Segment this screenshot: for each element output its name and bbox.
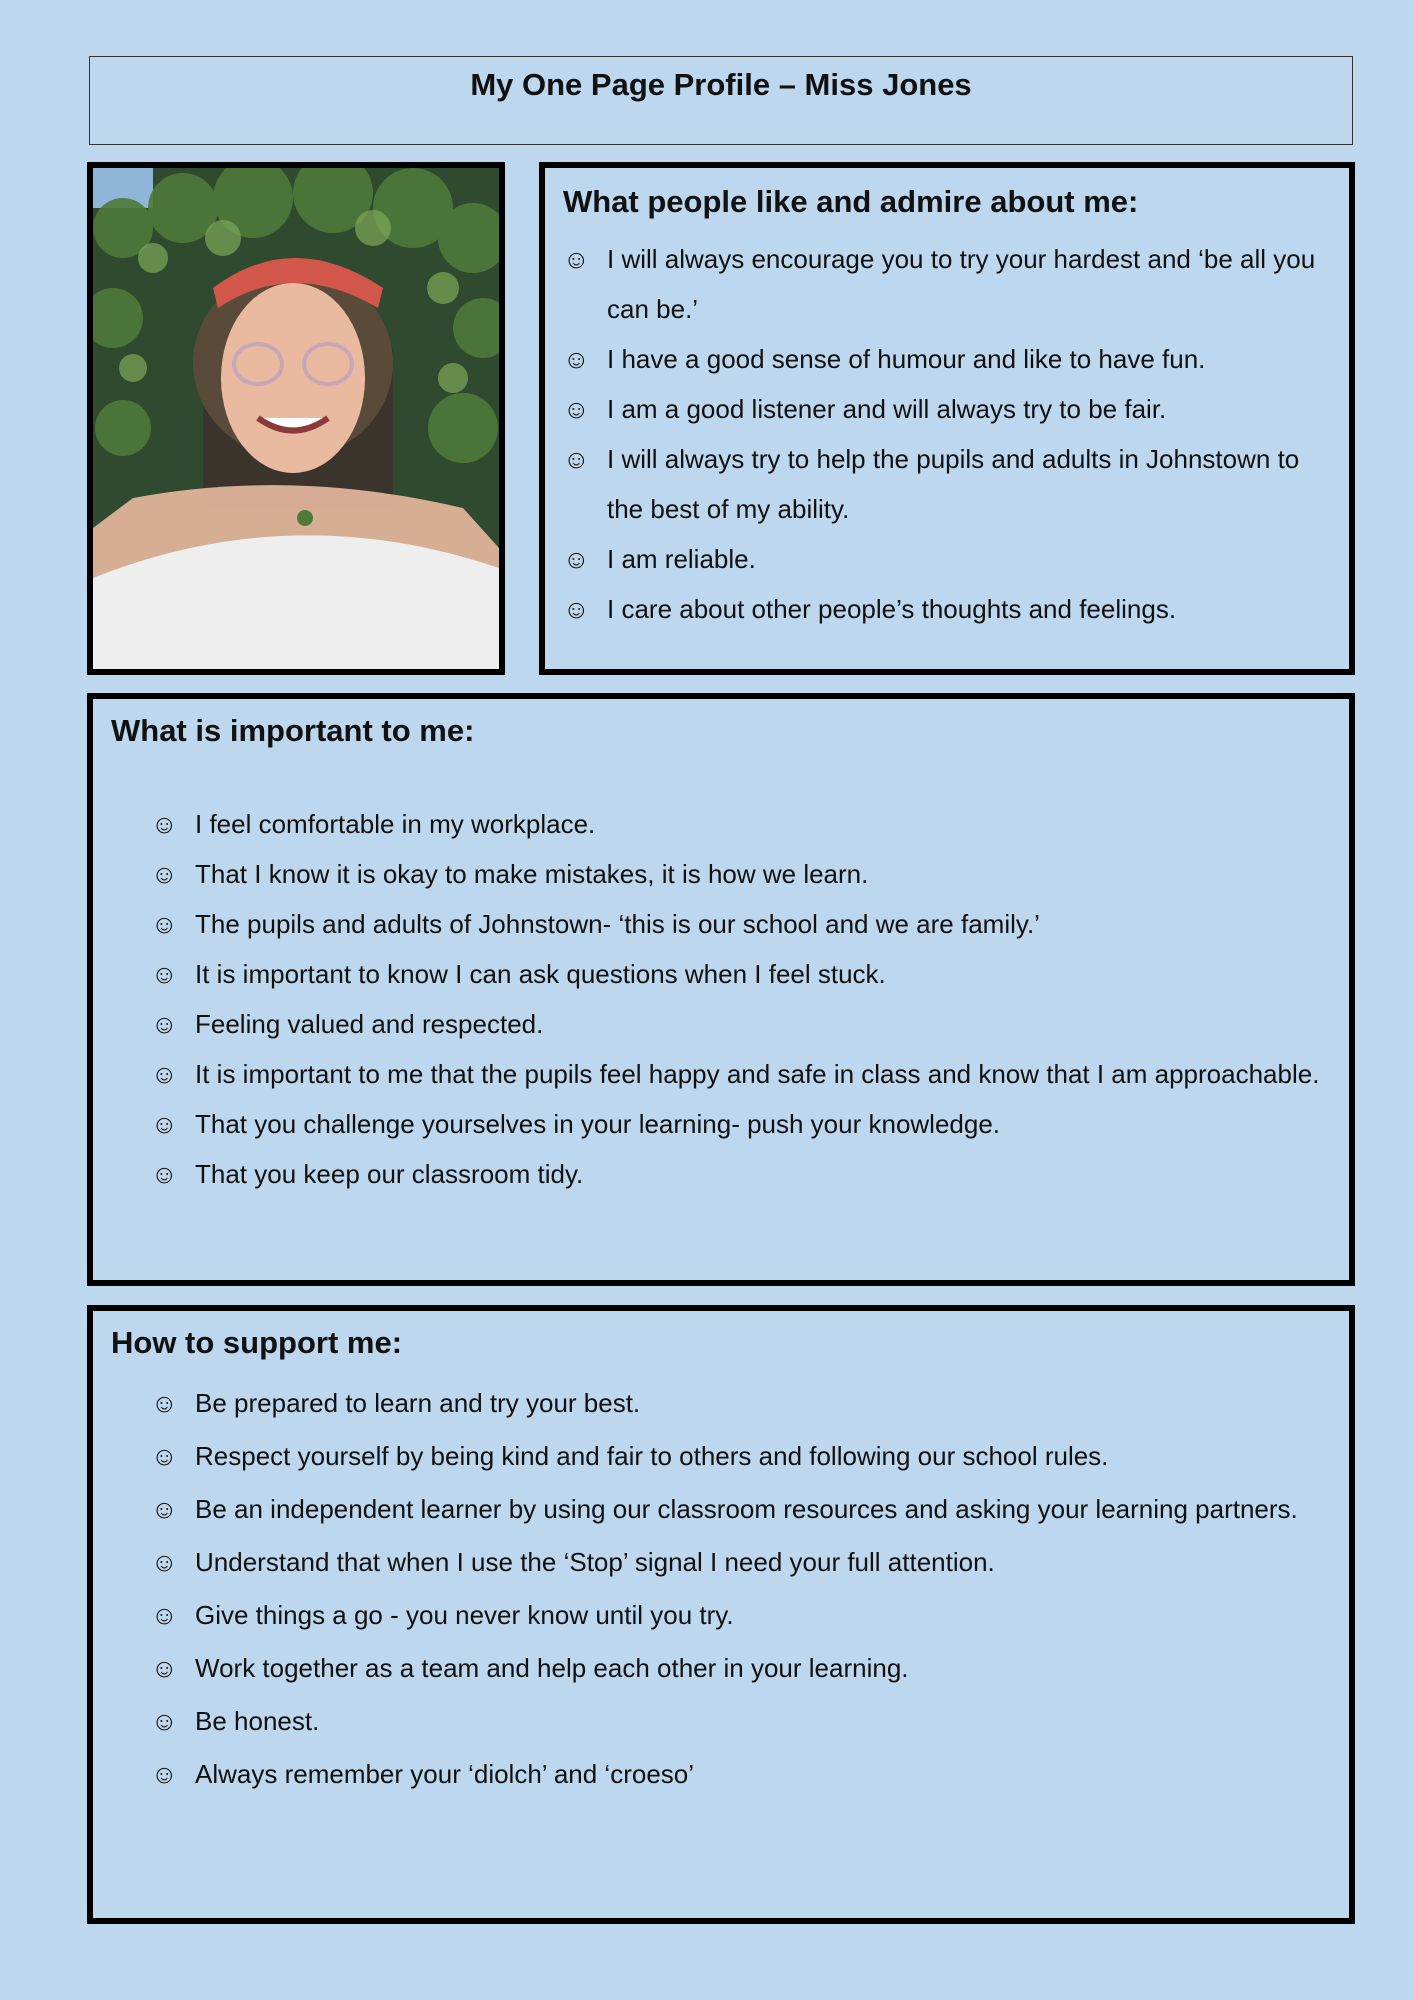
smiley-icon: ☺	[151, 959, 178, 989]
list-item: ☺ Work together as a team and help each other in your learning.	[151, 1642, 1331, 1695]
smiley-icon: ☺	[151, 1653, 178, 1683]
list-item: ☺ Understand that when I use the ‘Stop’ signal I need your full attention.	[151, 1536, 1331, 1589]
list-item: ☺ Be honest.	[151, 1695, 1331, 1748]
list-item: ☺ Be prepared to learn and try your best.	[151, 1377, 1331, 1430]
important-list	[151, 799, 1331, 1199]
list-item: ☺ I will always try to help the pupils and adults in Johnstown to the best of my ability.	[563, 434, 1333, 534]
smiley-icon: ☺	[151, 1441, 178, 1471]
smiley-icon: ☺	[151, 809, 178, 839]
smiley-icon: ☺	[563, 594, 590, 624]
smiley-icon: ☺	[563, 444, 590, 474]
list-item: ☺ I have a good sense of humour and like to have fun.	[563, 334, 1333, 384]
smiley-icon: ☺	[151, 1109, 178, 1139]
list-item: ☺ I am a good listener and will always try to be fair.	[563, 384, 1333, 434]
admire-section	[539, 162, 1355, 675]
smiley-icon: ☺	[563, 344, 590, 374]
smiley-icon: ☺	[151, 1009, 178, 1039]
smiley-icon: ☺	[151, 1759, 178, 1789]
smiley-icon: ☺	[151, 1706, 178, 1736]
list-item: ☺ Be an independent learner by using our classroom resources and asking your learning partners.	[151, 1483, 1331, 1536]
profile-photo	[87, 162, 505, 675]
list-item: ☺ That you keep our classroom tidy.	[151, 1149, 1331, 1199]
smiley-icon: ☺	[151, 1547, 178, 1577]
list-item: ☺ I will always encourage you to try your hardest and ‘be all you can be.’	[563, 234, 1333, 334]
page-title: My One Page Profile – Miss Jones	[470, 67, 972, 102]
list-item: ☺ That I know it is okay to make mistakes, it is how we learn.	[151, 849, 1331, 899]
smiley-icon: ☺	[151, 1388, 178, 1418]
list-item: ☺ I feel comfortable in my workplace.	[151, 799, 1331, 849]
smiley-icon: ☺	[151, 1600, 178, 1630]
list-item: ☺ That you challenge yourselves in your learning- push your knowledge.	[151, 1099, 1331, 1149]
smiley-icon: ☺	[563, 244, 590, 274]
profile-photo-image	[93, 168, 499, 669]
list-item: ☺ I care about other people’s thoughts and feelings.	[563, 584, 1333, 634]
important-section	[87, 693, 1355, 1286]
support-list	[151, 1377, 1331, 1801]
list-item: ☺ Respect yourself by being kind and fair to others and following our school rules.	[151, 1430, 1331, 1483]
list-item: ☺ Always remember your ‘diolch’ and ‘croeso’	[151, 1748, 1331, 1801]
list-item: ☺ I am reliable.	[563, 534, 1333, 584]
smiley-icon: ☺	[563, 544, 590, 574]
list-item: ☺ It is important to know I can ask questions when I feel stuck.	[151, 949, 1331, 999]
list-item: ☺ Feeling valued and respected.	[151, 999, 1331, 1049]
smiley-icon: ☺	[151, 1159, 178, 1189]
smiley-icon: ☺	[151, 1059, 178, 1089]
title-box	[89, 56, 1353, 145]
support-heading: How to support me:	[111, 1325, 403, 1360]
smiley-icon: ☺	[151, 859, 178, 889]
important-heading: What is important to me:	[111, 713, 475, 748]
admire-list	[563, 234, 1333, 634]
smiley-icon: ☺	[151, 1494, 178, 1524]
list-item: ☺ The pupils and adults of Johnstown- ‘this is our school and we are family.’	[151, 899, 1331, 949]
list-item: ☺ Give things a go - you never know until you try.	[151, 1589, 1331, 1642]
admire-heading: What people like and admire about me:	[563, 184, 1139, 219]
list-item: ☺ It is important to me that the pupils feel happy and safe in class and know that I am approachable.	[151, 1049, 1331, 1099]
support-section	[87, 1305, 1355, 1924]
smiley-icon: ☺	[563, 394, 590, 424]
smiley-icon: ☺	[151, 909, 178, 939]
